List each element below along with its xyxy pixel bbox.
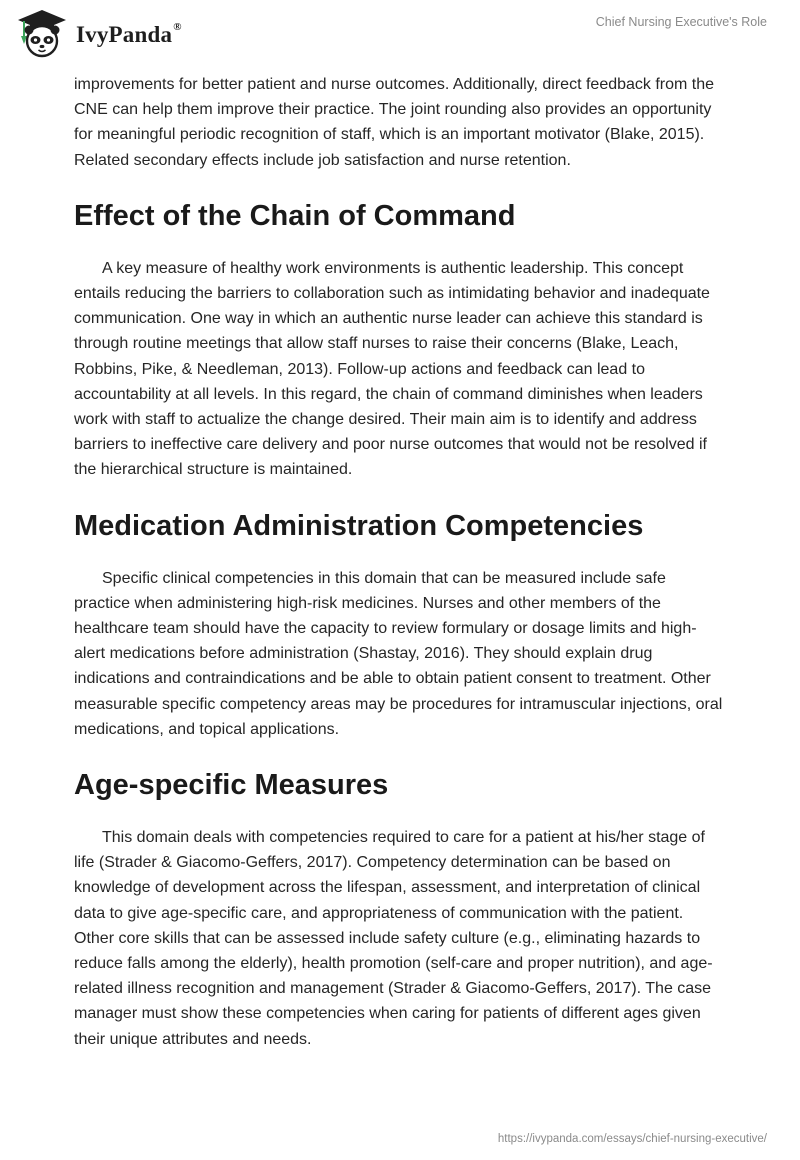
- heading-age-specific-measures: Age-specific Measures: [74, 769, 389, 802]
- heading-medication-administration: Medication Administration Competencies: [74, 509, 644, 542]
- age-specific-measures-paragraph: This domain deals with competencies required to care for a patient at his/her stage of life (Strader & Giacomo-Geffers, 2017). Competency determination can be based on knowledge of development across the lifespan, assessment, and interpretation of clinical data to give age-specific care, and appropriateness of communication with the patient. Other core skills that can be assessed include safety culture (e.g., eliminating hazards to reduce falls among the elderly), health promotion (self-care and proper nutrition), and age-related illness recognition and management (Strader & Giacomo-Geffers, 2017). The case manager must show these competencies when caring for patients of different ages given their unique attributes and needs.: [74, 829, 713, 1048]
- intro-paragraph: improvements for better patient and nurse outcomes. Additionally, direct feedback from the CNE can help them improve their practice. The joint rounding also provides an opportunity for meaningful periodic recognition of staff, which is an important motivator (Blake, 2015). Related secondary effects include job satisfaction and nurse retention.: [74, 76, 715, 169]
- document-title: Chief Nursing Executive's Role: [595, 15, 767, 29]
- medication-administration-paragraph: Specific clinical competencies in this domain that can be measured include safe practice when administering high-risk medicines. Nurses and other members of the healthcare team should have the capacity to review formulary or dosage limits and high-alert medications before administration (Shastay, 2016). They should explain drug indications and contraindications and be able to obtain patient consent to treatment. Other measurable specific competency areas may be procedures for intramuscular injections, oral medications, and topical applications.: [74, 569, 723, 738]
- essay-body: [74, 72, 724, 1052]
- chain-of-command-paragraph: A key measure of healthy work environments is authentic leadership. This concept entails reducing the barriers to collaboration such as intimidating behavior and inadequate communication. One way in which an authentic nurse leader can achieve this standard is through routine meetings that allow staff nurses to raise their concerns (Blake, Leach, Robbins, Pike, & Needleman, 2013). Follow-up actions and feedback can lead to accountability at all levels. In this regard, the chain of command diminishes when leaders work with staff to actualize the change desired. Their main aim is to identify and address barriers to ineffective care delivery and poor nurse outcomes that would not be resolved if the hierarchical structure is maintained.: [74, 259, 710, 479]
- brand-name: IvyPanda®: [76, 21, 182, 47]
- ivypanda-logo[interactable]: [14, 8, 182, 60]
- page-header: [0, 0, 800, 70]
- source-url[interactable]: https://ivypanda.com/essays/chief-nursing-executive/: [497, 1133, 767, 1145]
- panda-graduate-icon: [14, 8, 70, 60]
- heading-chain-of-command: Effect of the Chain of Command: [74, 199, 516, 232]
- registered-mark: ®: [173, 21, 182, 34]
